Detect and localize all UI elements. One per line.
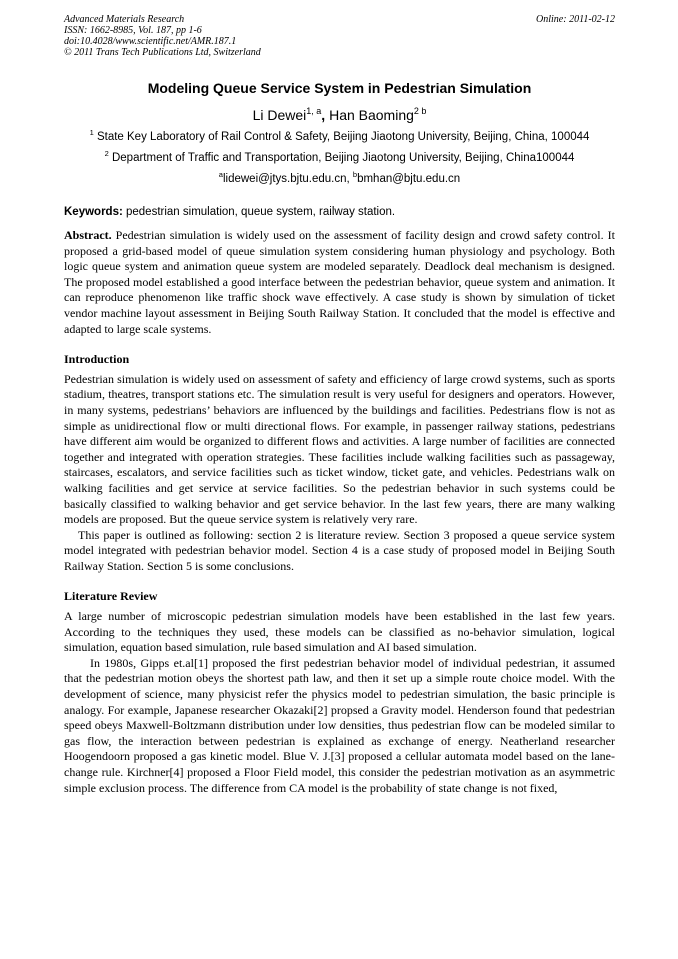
author-emails [64, 172, 615, 187]
literature-paragraph-1: A large number of microscopic pedestrian simulation models have been established in the last few years. According to the techniques they used, these models can be classified as no-behavior simulation, logical simulation, equation based simulation, rule based simulation and AI based simulation. [64, 609, 615, 655]
abstract [64, 228, 615, 337]
section-heading-literature-review: Literature Review [64, 589, 158, 604]
affiliation-number: 2 [104, 149, 109, 158]
email-address[interactable]: bmhan@bjtu.edu.cn [357, 173, 461, 185]
author-separator: , [321, 107, 330, 123]
author-superscript: 1, a [306, 106, 322, 116]
introduction-paragraph-1: Pedestrian simulation is widely used on assessment of safety and efficiency of large crowd systems, such as sports stadium, theatres, transport stations etc. The simulation result is very useful for designers and operators. However, in many systems, pedestrians’ behaviors are influenced by the buildings and facilities. Pedestrians flow is not as simple as unidirectional flow or multi directional flows. For example, in passenger railway stations, pedestrians have different aim would be organized to different flows and activities. A large number of facilities are connected together and integrated with operation strategies. These facilities include walking facilities such as passageway, staircases, escalators, and service facilities such as ticket window, ticket gate, and vehicles. Pedestrians walk on walking facilities and get service at service facilities. So the pedestrian behavior in such systems could be basically classified to walking behavior and get service behavior. In the last few years, there are many walking models are proposed. But the queue service system is relatively very rare. [64, 371, 615, 527]
abstract-text: Pedestrian simulation is widely used on the assessment of facility design and crowd safety control. It proposed a grid-based model of queue simulation system considering human physiology and psychology. Both logic queue system and animation queue system are modeled separately. Deadlock deal mechanism is designed. The proposed model established a good interface between the pedestrian behavior, queue system and animation. It can reproduce phenomenon like traffic shock wave effectively. A case study is shown by simulation of ticket vendor machine layout assessment in Beijing South Railway Station. It concluded that the model is effective and adapted to large scale systems. [64, 228, 615, 336]
abstract-label: Abstract. [64, 228, 112, 242]
paper-title: Modeling Queue Service System in Pedestrian Simulation [147, 80, 532, 96]
author-list [64, 106, 615, 124]
affiliation-text: State Key Laboratory of Rail Control & Safety, Beijing Jiaotong University, Beijing, China, 100044 [96, 131, 590, 143]
affiliation-2 [64, 151, 615, 166]
author-superscript: 2 b [413, 106, 427, 116]
keywords-text: pedestrian simulation, queue system, railway station. [122, 206, 396, 218]
online-date: Online: 2011-02-12 [536, 14, 615, 25]
paper-page [64, 14, 615, 796]
email-superscript: a [218, 170, 223, 179]
affiliation-number: 1 [89, 128, 94, 137]
email-superscript: b [352, 170, 358, 179]
email-address[interactable]: lidewei@jtys.bjtu.edu.cn [222, 173, 347, 185]
email-separator: , [346, 173, 353, 185]
affiliation-text: Department of Traffic and Transportation, Beijing Jiaotong University, Beijing, China100044 [111, 152, 575, 164]
section-heading-introduction: Introduction [64, 352, 130, 367]
journal-header [64, 14, 615, 58]
literature-paragraph-2: In 1980s, Gipps et.al[1] proposed the first pedestrian behavior model of individual pedestrian, it assumed that the pedestrian motion obeys the shortest path law, and then it set up a simple route choice model. With the development of science, many physicist refer the physics model to pedestrian simulation, the basic principle is analogy. For example, Japanese researcher Okazaki[2] propsed a Gravity model. Henderson found that pedestrian speed obeys Maxwell-Boltzmann distribution under low densities, thus pedestrian flow can be modeled similar to gas flow, the interaction between pedestrian is explained as exchange of energy. Neatherland researcher Hoogendoorn proposed a gas kinetic model. Blue V. J.[3] proposed a cellular automata model based on the lane-change rule. Kirchner[4] proposed a Floor Field model, this consider the pedestrian motivation as an asymmetric simple exclusion process. The difference from CA model is the probability of state change is not fixed, [64, 655, 615, 795]
author-name: Han Baoming [329, 107, 414, 123]
keywords-label: Keywords: [64, 206, 123, 218]
author-name: Li Dewei [252, 107, 307, 123]
affiliation-1 [56, 130, 623, 145]
keywords [64, 205, 615, 220]
introduction-paragraph-2: This paper is outlined as following: section 2 is literature review. Section 3 proposed a queue service system model integrated with pedestrian behavior model. Section 4 is a case study of proposed model in Beijing South Railway Station. Section 5 is some conclusions. [64, 527, 615, 573]
doi-line: doi:10.4028/www.scientific.net/AMR.187.1 [64, 36, 237, 47]
journal-name: Advanced Materials Research [64, 14, 185, 25]
copyright-line: © 2011 Trans Tech Publications Ltd, Switzerland [64, 47, 261, 58]
issn-line: ISSN: 1662-8985, Vol. 187, pp 1-6 [64, 25, 202, 36]
